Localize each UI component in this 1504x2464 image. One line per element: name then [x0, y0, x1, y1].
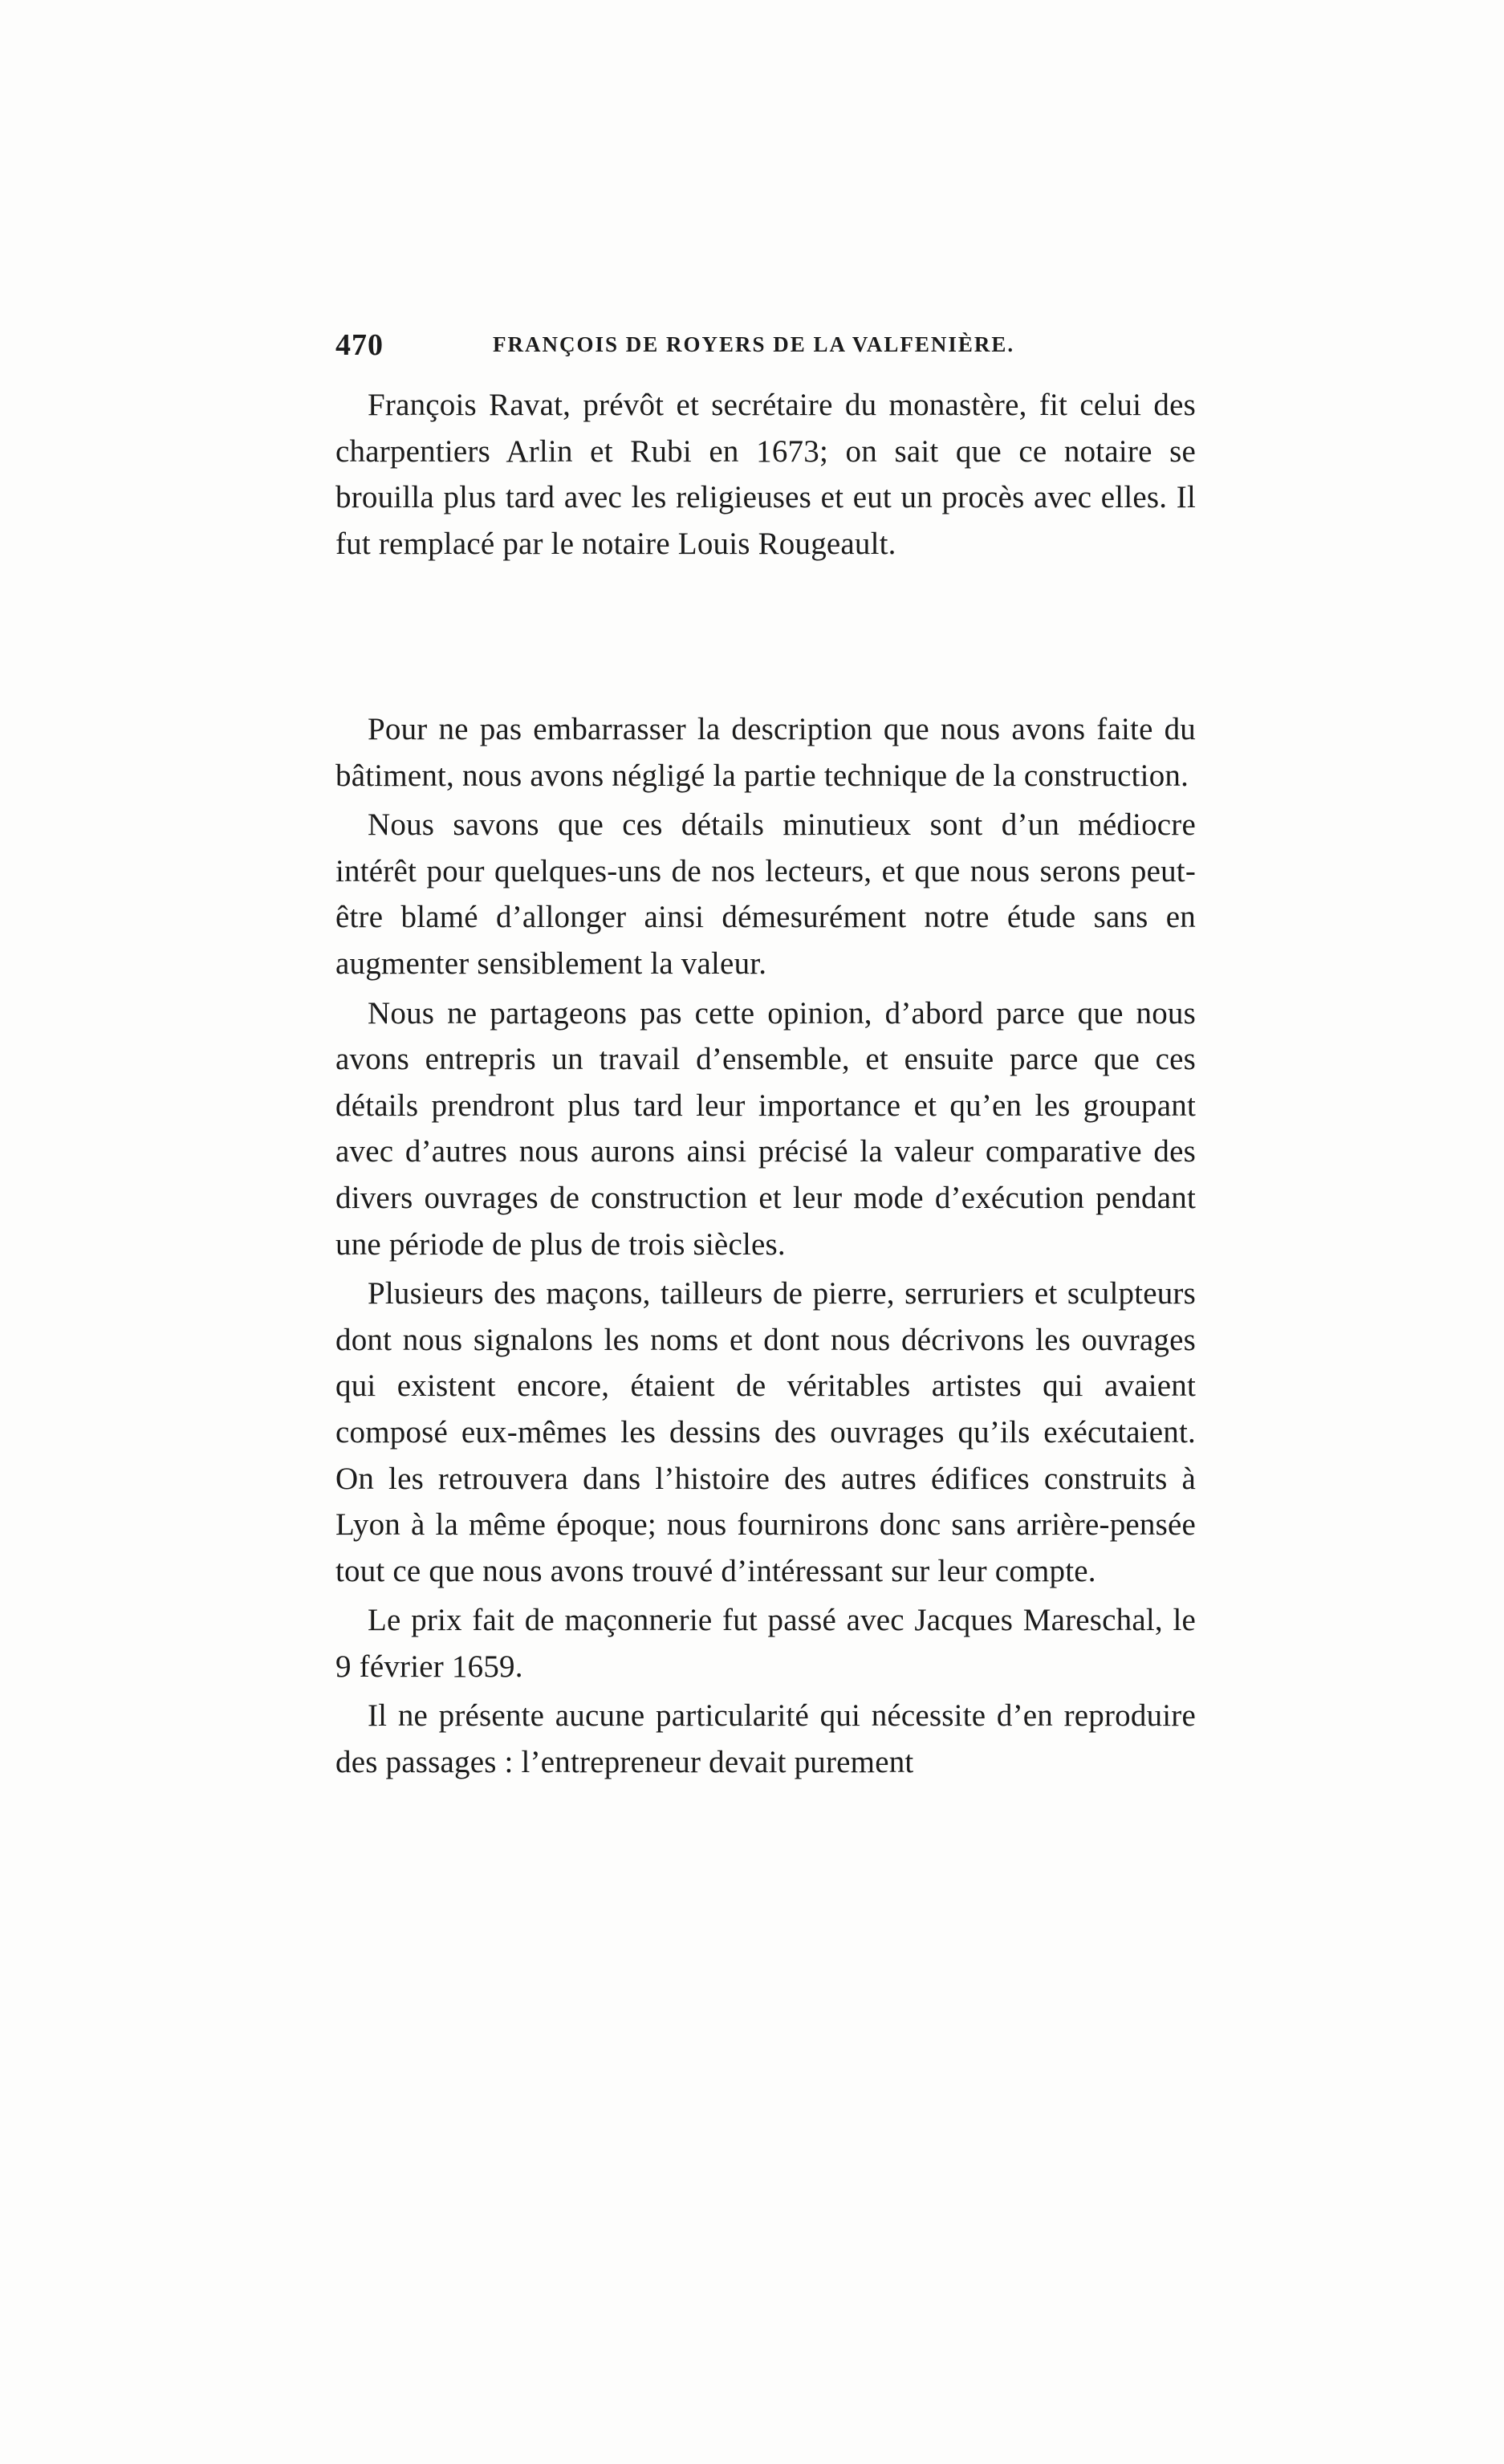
- section-text-block: [335, 706, 1196, 1786]
- page-header: [335, 327, 1196, 372]
- paragraph-particularity: Il ne présente aucune particularité qui nécessite d’en reproduire des passages : l’entrepreneur devait purement: [335, 1698, 1196, 1780]
- running-title: FRANÇOIS DE ROYERS DE LA VALFENIÈRE.: [493, 332, 1015, 356]
- opening-text-block: [335, 382, 1196, 567]
- opening-paragraph: François Ravat, prévôt et secrétaire du monastère, fit celui des charpentiers Arlin et Rubi en 1673; on sait que ce notaire se brouilla plus tard avec les religieuses et eut un procès avec elles. Il fut remplacé par le notaire Louis Rougeault.: [335, 388, 1196, 561]
- paragraph-artisans: Plusieurs des maçons, tailleurs de pierre, serruriers et sculpteurs dont nous signalons les noms et dont nous décrivons les ouvrages qui existent encore, étaient de véritables artistes qui avaient composé eux-mêmes les dessins des ouvrages qu’ils exécutaient. On les retrouvera dans l’histoire des autres édifices construits à Lyon à la même époque; nous fournirons donc sans arrière-pensée tout ce que nous avons trouvé d’intéressant sur leur compte.: [335, 1276, 1196, 1588]
- paragraph-technical-intro: Pour ne pas embarrasser la description que nous avons faite du bâtiment, nous avons négligé la partie technique de la construction.: [335, 712, 1196, 793]
- paragraph-masonry-contract: Le prix fait de maçonnerie fut passé avec Jacques Mareschal, le 9 février 1659.: [335, 1603, 1196, 1684]
- paragraph-opinion: Nous ne partageons pas cette opinion, d’abord parce que nous avons entrepris un travail d’ensemble, et ensuite parce que ces détails prendront plus tard leur importance et qu’en les groupant avec d’autres nous aurons ainsi précisé la valeur comparative des divers ouvrages de construction et leur mode d’exécution pendant une période de plus de trois siècles.: [335, 995, 1196, 1262]
- page-number: 470: [335, 328, 384, 362]
- paragraph-reader-interest: Nous savons que ces détails minutieux sont d’un médiocre intérêt pour quelques-uns de nos lecteurs, et que nous serons peut-être blamé d’allonger ainsi démesurément notre étude sans en augmenter sensiblement la valeur.: [335, 807, 1196, 981]
